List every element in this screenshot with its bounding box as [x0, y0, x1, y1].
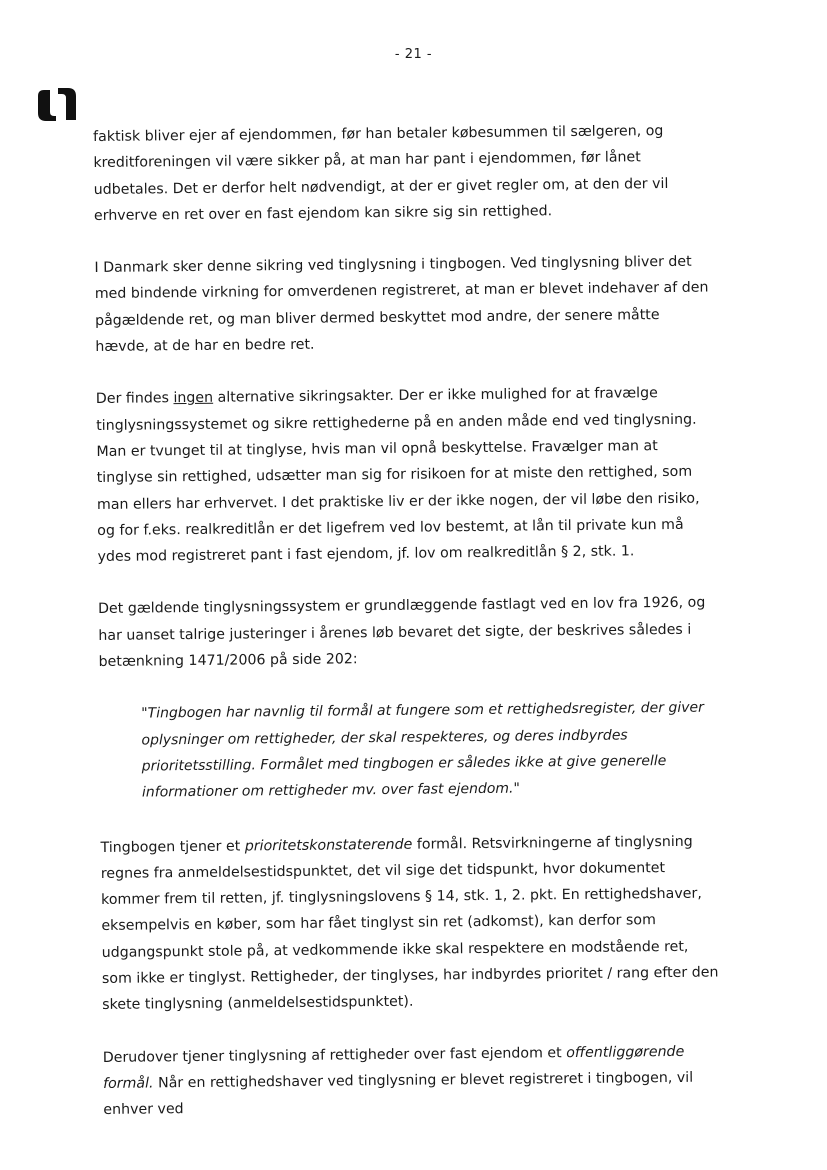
text-run: Derudover tjener tinglysning af rettigheder over fast ejendom et [102, 1044, 567, 1066]
paragraph: Det gældende tinglysningssystem er grundlæggende fastlagt ved en lov fra 1926, og har uanset talrige justeringer i årenes løb bevaret det sigte, der beskrives således i betænkning 1471/2006 på side 202: [97, 595, 706, 671]
text-run: formål. Retsvirkningerne af tinglysning regnes fra anmeldelsestidspunktet, det vil sige det tidspunkt, hvor dokumentet kommer frem til retten, jf. tinglysningslovens § 14, stk. 1, 2. pkt. En rettighedshaver, eksempelvis en køber, som har fået tinglyst sin ret (adkomst), kan derfor som udgangspunkt stole på, at vedkommende ikke skal respektere en modstående ret, som ikke er tinglyst. Rettigheder, der tinglyses, har indbyrdes prioritet / rang efter den skete tinglysning (anmeldelsestidspunktet). [100, 833, 719, 1014]
paragraph [103, 1038, 724, 1123]
text-run: alternative sikringsakter. Der er ikke mulighed for at fravælge tinglysningssystemet og sikre rettighederne på en anden måde end ved tinglysning. Man er tvunget til at tinglyse, hvis man vil opnå beskyttelse. Fravælger man at tinglyse sin rettighed, udsætter man sig for risikoen for at miste den rettighed, som man ellers har erhvervet. I det praktiske liv er der ikke nogen, der vil løbe den risiko, og for f.eks. realkreditlån er det ligefrem ved lov bestemt, at lån til private kun må ydes mod registreret pant i fast ejendom, jf. lov om realkreditlån § 2, stk. 1. [96, 385, 700, 566]
paragraph: faktisk bliver ejer af ejendommen, før han betaler købesummen til sælgeren, og kreditforeningen vil være sikker på, at man har pant i ejendommen, før lånet udbetales. Det er derfor helt nødvendigt, at der er givet regler om, at den der vil erhverve en ret over en fast ejendom kan sikre sig sin rettighed. [93, 123, 669, 224]
document-body [93, 118, 724, 1150]
paragraph [100, 828, 722, 1019]
italic-term: offentliggørende formål. [102, 1043, 685, 1092]
underlined-word: ingen [173, 390, 214, 407]
text-run: Tingbogen tjener et [100, 837, 245, 856]
company-logo-icon [36, 86, 78, 122]
text-run: Der findes [95, 390, 174, 408]
text-run: Når en rettighedshaver ved tinglysning er blevet registreret i tingbogen, vil enhver ved [103, 1069, 694, 1119]
paragraph: I Danmark sker denne sikring ved tinglysning i tingbogen. Ved tinglysning bliver det med bindende virkning for omverdenen registreret, at man er blevet indehaver af den pågældende ret, og man bliver dermed beskyttet mod andre, der senere måtte hævde, at de har en bedre ret. [94, 253, 709, 356]
page-number: - 21 - [394, 47, 433, 62]
block-quote: "Tingbogen har navnlig til formål at fungere som et rettighedsregister, der giver oplysninger om rettigheder, der skal respekteres, og deres indbyrdes prioritetsstilling. Formålet med tingbogen er således ikke at give generelle informationer om rettigheder mv. over fast ejendom." [141, 699, 704, 801]
italic-term: prioritetskonstaterende [244, 836, 413, 854]
paragraph [96, 380, 718, 571]
